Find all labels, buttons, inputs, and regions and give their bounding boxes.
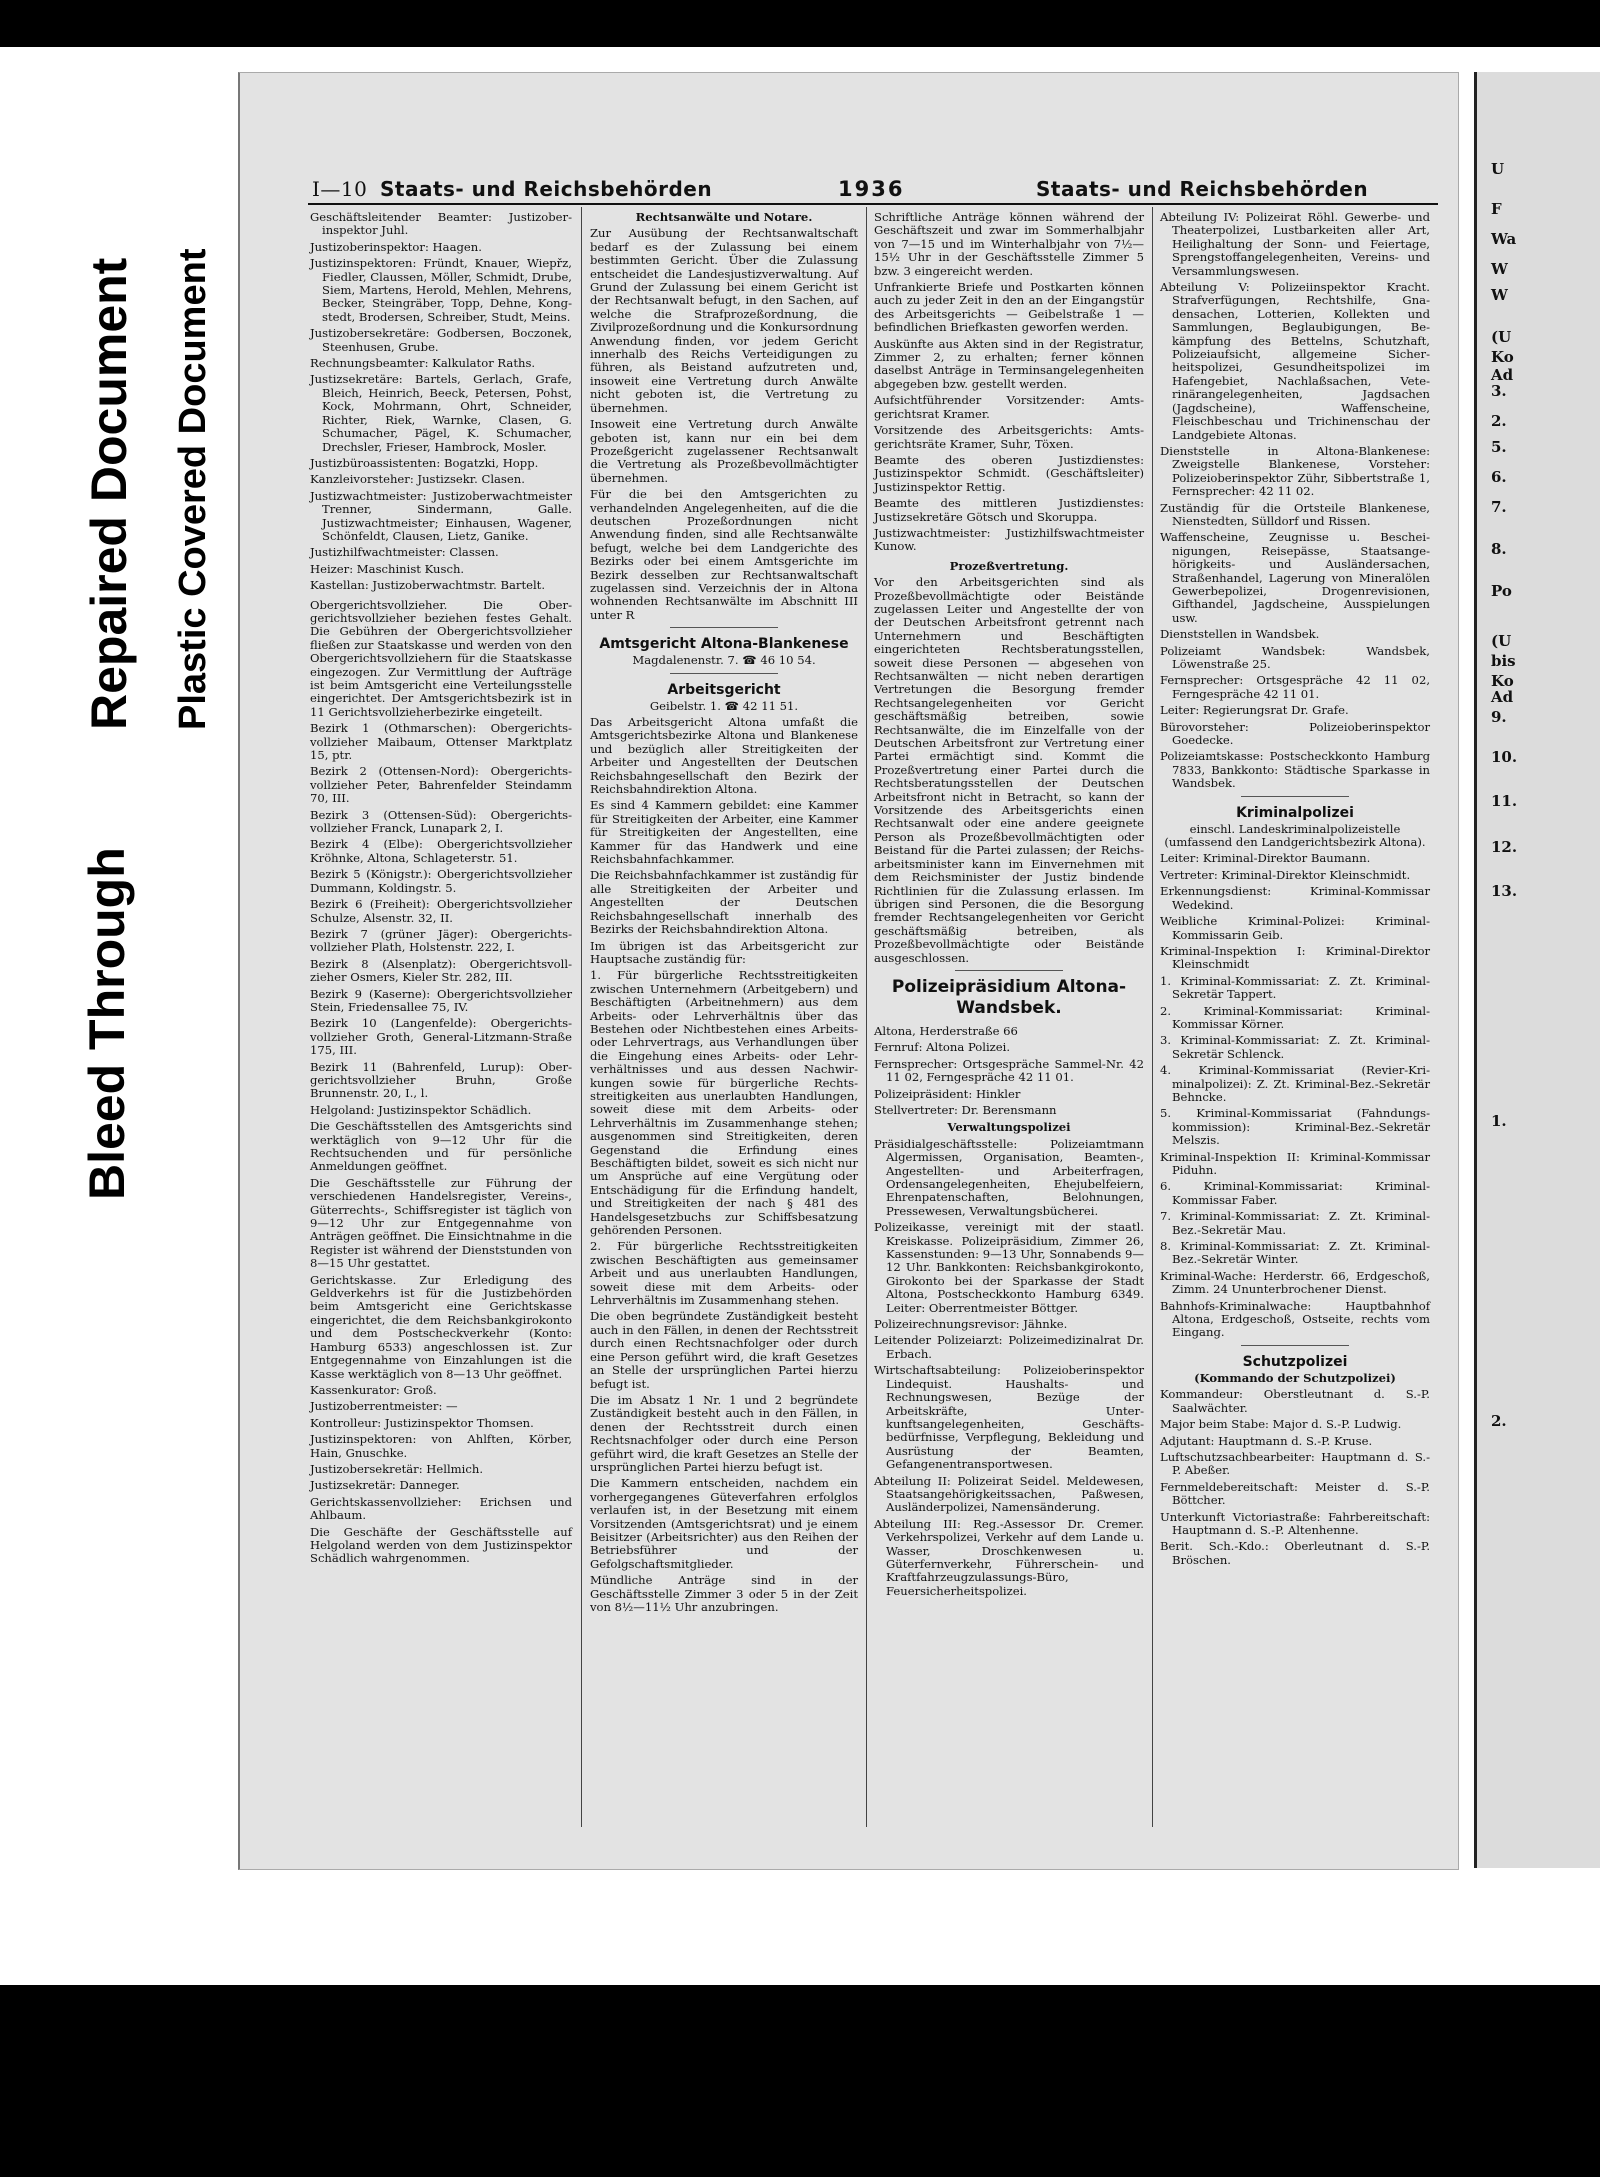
header-right-title: Staats- und Reichsbehörden [1036, 177, 1369, 201]
amtsgericht-title: Amtsgericht Altona-Blankenese [599, 636, 849, 653]
department-entry: Präsidialgeschäftsstelle: Polizeiamtmann Algermissen, Organisation, Beamten-, Angestellten- und Arbeiterfragen, Ordensangelegenheiten, Ehejubelfeiern, Ehrenpatenschaften, Belohnungen, Pressewesen, Verwaltungsbücherei. [874, 1136, 1144, 1218]
paragraph: 1. Für bürgerliche Rechtsstreitigkeiten zwischen Unternehmern (Arbeitgebern) und Beschäftigten (Arbeitnehmern) aus dem Arbeits- oder Lehrverhältnis über das Bestehen oder Nichtbestehen eines Arbeits- oder Lehrvertrags, aus Verhandlungen über die Eingehung eines Arbeits- oder Lehrverhältnisses und aus dessen Nachwirkungen sowie für bürgerliche Rechtsstreitigkeiten aus unerlaubten Handlungen, soweit diese mit dem Arbeits- oder Lehrverhältnis im Zusammenhange stehen; ausgenommen sind Streitigkeiten, deren Gegenstand die Erfindung eines Beschäftigten bildet, soweit es sich nicht nur um Ansprüche auf eine Vergütung oder Entschädigung für die Erfindung handelt, und Streitigkeiten der nach § 481 des Handelsgesetzbuchs zur Schiffsbesatzung gehörenden Personen. [590, 968, 858, 1238]
rechtsanwaelte-text [590, 227, 858, 622]
header-rule [308, 203, 1438, 205]
abteilungen-list [1160, 211, 1430, 791]
paragraph: Die oben begründete Zuständigkeit besteht auch in den Fällen, in denen der Rechtsstreit durch einen Rechtsnachfolger oder durch eine Person geführt wird, die kraft Gesetzes an Stelle der ursprünglichen Partei hierzu befugt ist. [590, 1309, 858, 1391]
paragraph: Justizwachtmeister: Justizhilfswachtmeister Kunow. [874, 525, 1144, 554]
edge-fragment: 8. [1491, 540, 1507, 558]
paragraph: Die im Absatz 1 Nr. 1 und 2 begründete Zuständigkeit besteht auch in den Fällen, in denen der Rechtsstreit durch einen Rechtsnachfolger oder durch eine Person geführt wird, die kraft Gesetzes an Stelle der ursprünglichen Partei hierzu befugt ist. [590, 1392, 858, 1474]
column-1 [310, 211, 572, 1901]
paragraph: Es sind 4 Kammern gebildet: eine Kammer für Streitigkeiten der Arbeiter, eine Kammer für Streitigkeiten der Angestellten, eine Kammer für das Handwerk und eine Reichsbahnfachkammer. [590, 798, 858, 867]
department-entry: Abteilung III: Reg.-Assessor Dr. Cremer. Verkehrspolizei, Verkehr auf dem Lande u. Wasser, Droschkenwesen u. Güterfernverkehr, Führerschein- und Kraftfahrzeugzulassungs-Büro, Feuersicherheitspolizei. [874, 1516, 1144, 1598]
paragraph: Im übrigen ist das Arbeitsgericht zur Hauptsache zuständig für: [590, 938, 858, 966]
kripo-entry: Weibliche Kriminal-Polizei: Kriminal-Kommissarin Geib. [1160, 914, 1430, 942]
edge-fragment: 1. [1491, 1112, 1507, 1130]
schutzpolizei-title: Schutzpolizei [1242, 1353, 1348, 1370]
edge-fragment: bis [1491, 652, 1516, 670]
edge-fragment: Po [1491, 582, 1512, 600]
divider [1241, 1345, 1349, 1346]
column-4 [1160, 211, 1430, 1901]
contact-line: Fernruf: Altona Polizei. [874, 1040, 1011, 1055]
kripo-entry: Kriminal-Inspektion II: Kriminal-Kommissar Piduhn. [1160, 1149, 1430, 1177]
kripo-entry: 1. Kriminal-Kommissariat: Z. Zt. Kriminal-Sekretär Tappert. [1160, 973, 1430, 1002]
paragraph: Bezirk 10 (Langenfelde): Obergerichtsvollzieher Groth, General-Litzmann-Straße 175, III. [310, 1016, 572, 1058]
kripo-entry: Kriminal-Wache: Herderstr. 66, Erdgeschoß, Zimm. 24 Ununterbrochener Dienst. [1160, 1268, 1430, 1297]
polizei-contact [874, 1025, 1144, 1117]
department-entry: Fernsprecher: Ortsgespräche 42 11 02, Ferngespräche 42 11 01. [1160, 673, 1430, 701]
schupo-entry: Fernmeldebereitschaft: Meister d. S.-P. Böttcher. [1160, 1479, 1430, 1508]
department-entry: Wirtschaftsabteilung: Polizeioberinspektor Lindequist. Haushalts- und Rechnungswesen, Bezüge der Arbeitskräfte, Unterkunftsangelegenheiten, Geschäftsbedürfnisse, Verpflegung, Bekleidung und Ausrüstung der Beamten, Gefangenentransportwesen. [874, 1363, 1144, 1472]
paragraph: Aufsichtführender Vorsitzender: Amtsgerichtsrat Kramer. [874, 393, 1144, 421]
label-plastic-covered: Plastic Covered Document [172, 248, 214, 730]
kripo-entry: 7. Kriminal-Kommissariat: Z. Zt. Kriminal-Bez.-Sekretär Mau. [1160, 1209, 1430, 1237]
paragraph: Gerichtskassenvollzieher: Erichsen und Ahlbaum. [310, 1494, 572, 1523]
divider [1241, 796, 1349, 797]
paragraph: Justizinspektoren: von Ahlften, Körber, Hain, Gnuschke. [310, 1432, 572, 1460]
edge-fragment: 2. [1491, 1412, 1507, 1430]
paragraph: Das Arbeitsgericht Altona umfaßt die Amtsgerichtsbezirke Altona und Blankenese und bezüglich aller Streitigkeiten der Arbeiter und Angestellten der Deutschen Reichsbahngesellschaft den Bezirk der Reichsbahndirektion Altona. [590, 715, 858, 797]
arbeitsgericht-address: Geibelstr. 1. ☎ 42 11 51. [649, 698, 799, 713]
paragraph: Bezirk 8 (Alsenplatz): Obergerichtsvollzieher Osmers, Kieler Str. 282, III. [310, 956, 572, 985]
column-divider [581, 207, 582, 1827]
staff-entry: Justizoberinspektor: Haagen. [310, 239, 482, 254]
divider [670, 627, 777, 628]
schupo-entry: Adjutant: Hauptmann d. S.-P. Kruse. [1160, 1433, 1373, 1448]
kriminalpolizei-title: Kriminalpolizei [1236, 804, 1354, 821]
paragraph: Die Kammern entscheiden, nachdem ein vorhergegangenes Güteverfahren erfolglos verlaufen ist, in der Besetzung mit einem Vorsitzenden (Amtsgerichtsrat) und je einem Beisitzer (Arbeitsrichter) aus den Reihen der Betriebsführer und der Gefolgschaftsmitglieder. [590, 1476, 858, 1571]
paragraph: Unfrankierte Briefe und Postkarten können auch zu jeder Zeit in den an der Eingangstür des Arbeitsgerichts — Geibelstraße 1 — befindlichen Briefkasten geworfen werden. [874, 280, 1144, 335]
page-number: I—10 [312, 177, 368, 201]
edge-fragment: 13. [1491, 882, 1518, 900]
verwaltungspolizei-title: Verwaltungspolizei [947, 1120, 1071, 1135]
edge-fragment: Ko [1491, 672, 1514, 690]
paragraph: Obergerichtsvollzieher. Die Obergerichtsvollzieher beziehen festes Gehalt. Die Gebühren der Obergerichtsvollzieher fließen zur Staatskasse und werden von den Obergerichtsvollziehern für die Staatskasse eingezogen. Zur Vermittlung der Aufträge ist beim Amtsgericht eine Verteilungsstelle eingerichtet. Der Amtsgerichtsbezirk ist in 11 Gerichtsvollzieherbezirke eingeteilt. [310, 597, 572, 719]
adjacent-page-edge [1474, 72, 1600, 1868]
paragraph: Justizoberrentmeister: — [310, 1399, 458, 1414]
edge-fragment: 6. [1491, 468, 1507, 486]
kripo-entry: Kriminal-Inspektion I: Kriminal-Direktor Kleinschmidt [1160, 943, 1430, 972]
paragraph: 2. Für bürgerliche Rechtsstreitigkeiten zwischen Beschäftigten aus gemeinsamer Arbeit und aus unerlaubten Handlungen, soweit diese mit dem Arbeits- oder Lehrverhältnis im Zusammenhang stehen. [590, 1239, 858, 1308]
department-entry: Leitender Polizeiarzt: Polizeimedizinalrat Dr. Erbach. [874, 1333, 1144, 1361]
paragraph: Die Reichsbahnfachkammer ist zuständig für alle Streitigkeiten der Arbeiter und Angestellten der Deutschen Reichsbahngesellschaft innerhalb des Bezirks der Reichsbahndirektion Altona. [590, 868, 858, 937]
paragraph: Kassenkurator: Groß. [310, 1382, 437, 1397]
section-title-rechtsanwaelte: Rechtsanwälte und Notare. [635, 210, 813, 224]
gerichtsvollzieher-section [310, 599, 572, 1566]
paragraph: Justizsekretär: Danneger. [310, 1478, 460, 1493]
edge-fragment: W [1491, 260, 1508, 278]
paragraph: Insoweit eine Vertretung durch Anwälte geboten ist, kann nur ein bei dem Prozeßgericht zugelassener Rechtsanwalt die Vertretung als Prozeßbevollmächtigter übernehmen. [590, 417, 858, 485]
verwaltungspolizei-list [874, 1138, 1144, 1598]
arbeitsgericht-continued [874, 211, 1144, 554]
department-entry: Abteilung V: Polizeiinspektor Kracht. Strafverfügungen, Rechtshilfe, Gnadensachen, Lotterien, Kollekten und Sammlungen, Beglaubigungen, Bekämpfung des Bettelns, Schutzhaft, Polizeiaufsicht, allgemeine Sicherheitspolizei, Gesundheitspolizei im Hafengebiet, Nachlaßsachen, Veterinärangelegenheiten, Jagdsachen (Jagdscheine), Waffenscheine, Fleischbeschau und Trichinenschau der Landgebiete Altonas. [1160, 280, 1430, 442]
kripo-entry: 4. Kriminal-Kommissariat (Revier-Kriminalpolizei): Z. Zt. Kriminal-Bez.-Sekretär Behncke. [1160, 1063, 1430, 1104]
department-entry: Abteilung IV: Polizeirat Röhl. Gewerbe- und Theaterpolizei, Lustbarkeiten aller Art, Heilighaltung der Sonn- und Feiertage, Sprengstoffangelegenheiten, Vereins- und Versammlungswesen. [1160, 210, 1430, 278]
kripo-entry: 2. Kriminal-Kommissariat: Kriminal-Kommissar Körner. [1160, 1003, 1430, 1031]
staff-entry: Justizinspektoren: Fründt, Knauer, Wiepřz, Fiedler, Claussen, Möller, Schmidt, Drube, Siem, Martens, Herold, Mehlen, Mehrens, Becker, Steingräber, Topp, Dehne, Kongstedt, Brodersen, Schreiber, Studt, Meins. [310, 256, 572, 324]
schupo-entry: Kommandeur: Oberstleutnant d. S.-P. Saalwächter. [1160, 1387, 1430, 1415]
department-entry: Polizeirechnungsrevisor: Jähnke. [874, 1317, 1068, 1332]
edge-fragment: Ad [1491, 688, 1514, 706]
top-black-border [0, 0, 1600, 47]
paragraph: Bezirk 1 (Othmarschen): Obergerichtsvollzieher Maibaum, Ottenser Marktplatz 15, ptr. [310, 721, 572, 763]
staff-entry: Justizbüroassistenten: Bogatzki, Hopp. [310, 455, 539, 470]
paragraph: Gerichtskasse. Zur Erledigung des Geldverkehrs ist für die Justizbehörden beim Amtsgericht eine Gerichtskasse eingerichtet, die dem Reichsbankgirokonto und dem Postscheckverkehr (Konto: Hamburg 6533) angeschlossen ist. Zur Entgegennahme von Einzahlungen ist die Kasse werktäglich von 8—13 Uhr geöffnet. [310, 1272, 572, 1381]
edge-fragment: 7. [1491, 498, 1507, 516]
edge-fragment: Ad [1491, 366, 1514, 384]
department-entry: Waffenscheine, Zeugnisse u. Bescheinigungen, Reisepässe, Staatsangehörigkeits- und Ausländersachen, Straßenhandel, Lagerung von Mineralölen Gewerbepolizei, Drogenrevisionen, Gifthandel, Jagdscheine, Ausspielungen usw. [1160, 530, 1430, 625]
department-entry: Polizeikasse, vereinigt mit der staatl. Kreiskasse. Polizeipräsidium, Zimmer 26, Kassenstunden: 9—13 Uhr, Sonnabends 9—12 Uhr. Bankkonten: Reichsbankgirokonto, Girokonto bei der Sparkasse der Stadt Altona, Postscheckkonto Hamburg 6349. Leiter: Oberrentmeister Böttger. [874, 1220, 1144, 1315]
paragraph: Die Geschäftsstellen des Amtsgerichts sind werktäglich von 9—12 Uhr für die Rechtsuchenden und für persönliche Anmeldungen geöffnet. [310, 1119, 572, 1174]
edge-fragment: 3. [1491, 382, 1507, 400]
department-entry: Zuständig für die Ortsteile Blankenese, Nienstedten, Sülldorf und Rissen. [1160, 500, 1430, 528]
kripo-entry: Leiter: Kriminal-Direktor Baumann. [1160, 851, 1371, 866]
contact-line: Stellvertreter: Dr. Berensmann [874, 1102, 1057, 1117]
paragraph: Bezirk 4 (Elbe): Obergerichtsvollzieher Kröhnke, Altona, Schlageterstr. 51. [310, 837, 572, 865]
column-2 [590, 211, 858, 1901]
department-entry: Dienststellen in Wandsbek. [1160, 627, 1320, 642]
scanned-page [238, 72, 1459, 1870]
edge-fragment: 12. [1491, 838, 1518, 856]
staff-entry: Geschäftsleitender Beamter: Justizoberinspektor Juhl. [310, 210, 572, 238]
paragraph: Bezirk 6 (Freiheit): Obergerichtsvollzieher Schulze, Alsenstr. 32, II. [310, 897, 572, 925]
polizeipraesidium-title: Polizeipräsidium Altona-Wandsbek. [891, 976, 1127, 1018]
paragraph: Mündliche Anträge sind in der Geschäftsstelle Zimmer 3 oder 5 in der Zeit von 8½—11½ Uhr anzubringen. [590, 1573, 858, 1614]
paragraph: Schriftliche Anträge können während der Geschäftszeit und zwar im Sommerhalbjahr von 7—15 und im Winterhalbjahr von 7½—15½ Uhr in der Geschäftsstelle Zimmer 5 bzw. 3 eingereicht werden. [874, 210, 1144, 278]
arbeitsgericht-title: Arbeitsgericht [667, 681, 781, 698]
paragraph: Die Geschäfte der Geschäftsstelle auf Helgoland werden von dem Justizinspektor Schädlich wahrgenommen. [310, 1524, 572, 1566]
edge-fragment: Wa [1491, 230, 1517, 248]
paragraph: Bezirk 9 (Kaserne): Obergerichtsvollzieher Stein, Friedensallee 75, IV. [310, 986, 572, 1014]
paragraph: Bezirk 5 (Königstr.): Obergerichtsvollzieher Dummann, Koldingstr. 5. [310, 867, 572, 895]
paragraph: Bezirk 2 (Ottensen-Nord): Obergerichtsvollzieher Peter, Bahrenfelder Steindamm 70, III. [310, 764, 572, 806]
divider [670, 673, 777, 674]
divider [955, 970, 1063, 971]
schupo-entry: Luftschutzsachbearbeiter: Hauptmann d. S.-P. Abeßer. [1160, 1449, 1430, 1478]
paragraph: Justizobersekretär: Hellmich. [310, 1461, 484, 1476]
staff-entry: Heizer: Maschinist Kusch. [310, 561, 465, 576]
contact-line: Altona, Herderstraße 66 [874, 1023, 1018, 1038]
staff-entry: Kastellan: Justizoberwachtmstr. Bartelt. [310, 578, 546, 593]
paragraph: Für die bei den Amtsgerichten zu verhandelnden Angelegenheiten, auf die die deutschen Prozeßordnungen nicht Anwendung finden, sind alle Rechtsanwälte befugt, welche bei dem Landgerichte des Bezirks oder bei einem Amtsgerichte im Bezirk desselben zur Rechtsanwaltschaft zugelassen sind. Verzeichnis der in Altona wohnenden Rechtsanwälte im Abschnitt III unter R [590, 487, 858, 622]
schutzpolizei-list [1160, 1388, 1430, 1567]
edge-fragment: (U [1491, 328, 1512, 346]
staff-entry: Justizhilfwachtmeister: Classen. [310, 545, 499, 560]
header-year: 1936 [838, 177, 905, 201]
edge-fragment: W [1491, 286, 1508, 304]
staff-entry: Rechnungsbeamter: Kalkulator Raths. [310, 356, 536, 371]
edge-fragment: U [1491, 160, 1505, 178]
header-left-title: Staats- und Reichsbehörden [380, 177, 713, 201]
paragraph: Bezirk 11 (Bahrenfeld, Lurup): Obergerichtsvollzieher Bruhn, Große Brunnenstr. 20, I., l. [310, 1059, 572, 1101]
kripo-entry: 8. Kriminal-Kommissariat: Z. Zt. Kriminal-Bez.-Sekretär Winter. [1160, 1239, 1430, 1267]
paragraph: Beamte des oberen Justizdienstes: Justizinspektor Schmidt. (Geschäftsleiter) Justizinspektor Rettig. [874, 452, 1144, 494]
department-entry: Abteilung II: Polizeirat Seidel. Meldewesen, Staatsangehörigkeitssachen, Paßwesen, Ausländerpolizei, Namensänderung. [874, 1473, 1144, 1515]
paragraph: Helgoland: Justizinspektor Schädlich. [310, 1102, 532, 1117]
amtsgericht-address: Magdalenenstr. 7. ☎ 46 10 54. [632, 653, 816, 668]
department-entry: Polizeiamtskasse: Postscheckkonto Hamburg 7833, Bankkonto: Städtische Sparkasse in Wandsbek. [1160, 749, 1430, 791]
paragraph: Beamte des mittleren Justizdienstes: Justizsekretäre Götsch und Skoruppa. [874, 496, 1144, 524]
kripo-entry: Vertreter: Kriminal-Direktor Kleinschmidt. [1160, 867, 1411, 882]
prozessvertretung-title: Prozeßvertretung. [949, 558, 1069, 573]
schupo-entry: Major beim Stabe: Major d. S.-P. Ludwig. [1160, 1417, 1402, 1432]
kripo-entry: 5. Kriminal-Kommissariat (Fahndungskommission): Kriminal-Bez.-Sekretär Melszis. [1160, 1106, 1430, 1148]
column-3 [874, 211, 1144, 1901]
kripo-entry: Bahnhofs-Kriminalwache: Hauptbahnhof Altona, Erdgeschoß, Ostseite, rechts vom Eingang. [1160, 1298, 1430, 1340]
contact-line: Fernsprecher: Ortsgespräche Sammel-Nr. 42 11 02, Ferngespräche 42 11 01. [874, 1056, 1144, 1085]
kripo-entry: 3. Kriminal-Kommissariat: Z. Zt. Kriminal-Sekretär Schlenck. [1160, 1033, 1430, 1061]
schupo-entry: Berit. Sch.-Kdo.: Oberleutnant d. S.-P. Bröschen. [1160, 1539, 1430, 1567]
edge-fragment: (U [1491, 632, 1512, 650]
edge-fragment: 5. [1491, 438, 1507, 456]
department-entry: Polizeiamt Wandsbek: Wandsbek, Löwenstraße 25. [1160, 643, 1430, 671]
staff-entry: Justizsekretäre: Bartels, Gerlach, Grafe, Bleich, Heinrich, Beeck, Petersen, Pohst, Kock, Mohrmann, Ohrt, Schneider, Richter, Riek, Warnke, Clasen, G. Schumacher, Pägel, K. Schumacher, Drechsler, Frieser, Hambrock, Mosler. [310, 372, 572, 454]
kriminalpolizei-subtitle: einschl. Landeskriminalpolizeistelle (umfassend den Landgerichtsbezirk Altona). [1164, 821, 1426, 850]
edge-fragment: F [1491, 200, 1502, 218]
department-entry: Dienststelle in Altona-Blankenese: Zweigstelle Blankenese, Vorsteher: Polizeioberinspektor Zühr, Sibbertstraße 1, Fernsprecher: 42 11 02. [1160, 443, 1430, 499]
column-divider [1152, 207, 1153, 1827]
paragraph: Bezirk 7 (grüner Jäger): Obergerichtsvollzieher Plath, Holstenstr. 222, I. [310, 926, 572, 955]
label-repaired-document: Repaired Document [81, 257, 137, 730]
edge-fragment: Ko [1491, 348, 1514, 366]
paragraph: Auskünfte aus Akten sind in der Registratur, Zimmer 2, zu erhalten; ferner können daselbst Anträge in Terminsangelegenheiten abgegeben bzw. gestellt werden. [874, 336, 1144, 391]
edge-fragment: 9. [1491, 708, 1507, 726]
paragraph: Kontrolleur: Justizinspektor Thomsen. [310, 1415, 534, 1430]
staff-list [310, 211, 572, 593]
edge-fragment: 10. [1491, 748, 1518, 766]
department-entry: Bürovorsteher: Polizeioberinspektor Goedecke. [1160, 719, 1430, 748]
paragraph: Zur Ausübung der Rechtsanwaltschaft bedarf es der Zulassung bei einem bestimmten Gericht. Über die Zulassung entscheidet die Landesjustizverwaltung. Auf Grund der Zulassung bei einem Gericht ist der Rechtsanwalt befugt, in den Sachen, auf welche die Strafprozeßordnung, die Zivilprozeßordnung und die Konkursordnung Anwendung finden, vor jedem Gericht innerhalb des Reichs Verteidigungen zu führen, als Beistand aufzutreten und, insoweit eine Vertretung durch Anwälte nicht geboten ist, die Vertretung zu übernehmen. [590, 226, 858, 415]
department-entry: Leiter: Regierungsrat Dr. Grafe. [1160, 703, 1349, 718]
staff-entry: Justizwachtmeister: Justizoberwachtmeister Trenner, Sindermann, Galle. Justizwachtmeister; Einhausen, Wagener, Schönfeldt, Clausen, Lietz, Ganike. [310, 488, 572, 543]
label-bleed-through: Bleed Through [79, 847, 135, 1200]
bottom-black-border [0, 1985, 1600, 2177]
edge-fragment: 11. [1491, 792, 1518, 810]
kriminalpolizei-list [1160, 852, 1430, 1339]
staff-entry: Justizobersekretäre: Godbersen, Boczonek, Steenhusen, Grube. [310, 326, 572, 354]
prozessvertretung-text: Vor den Arbeitsgerichten sind als Prozeßbevollmächtigte oder Beistände zugelassen Leiter und Angestellte der von der Deutschen Arbeitsfront getrennt nach Unternehmern und Beschäftigten eingerichteten Rechtsberatungsstellen, soweit diese Personen — abgesehen von Rechtsanwälten — nicht neben derartigen Vertretungen die Besorgung fremder Rechtsangelegenheiten vor Gericht geschäftsmäßig betreiben, sowie Rechtsanwälte, die im Einzelfalle von der Deutschen Arbeitsfront zur Vertretung einer Partei ermächtigt sind. Kommt die Prozeßvertretung einer Partei durch die Rechtsberatungsstellen der Deutschen Arbeitsfront nicht in Betracht, so kann der Vorsitzende des Arbeitsgerichts einen Rechtsanwalt oder eine andere geeignete Person als Prozeßbevollmächtigten oder Beistand für die Partei zulassen; der Reichsarbeitsminister kann im Einvernehmen mit dem Reichsminister der Justiz bindende Richtlinien für die Zulassung erlassen. Im übrigen sind Personen, die die Besorgung fremder Rechtsangelegenheiten vor Gericht geschäftsmäßig betreiben, als Prozeßbevollmächtigte oder Beistände ausgeschlossen. [874, 575, 1144, 965]
arbeitsgericht-text [590, 716, 858, 1614]
staff-entry: Kanzleivorsteher: Justizsekr. Clasen. [310, 472, 525, 487]
schupo-entry: Unterkunft Victoriastraße: Fahrbereitschaft: Hauptmann d. S.-P. Altenhenne. [1160, 1509, 1430, 1537]
kripo-entry: Erkennungsdienst: Kriminal-Kommissar Wedekind. [1160, 884, 1430, 912]
paragraph: Die Geschäftsstelle zur Führung der verschiedenen Handelsregister, Vereins-, Güterrechts-, Schiffsregister ist täglich von 9—12 Uhr zur Entgegennahme von Anträgen geöffnet. Die Einsichtnahme in die Register ist während der Dienststunden von 8—15 Uhr gestattet. [310, 1175, 572, 1271]
contact-line: Polizeipräsident: Hinkler [874, 1086, 1021, 1101]
paragraph: Vorsitzende des Arbeitsgerichts: Amtsgerichtsräte Kramer, Suhr, Töxen. [874, 423, 1144, 451]
schutzpolizei-subtitle: (Kommando der Schutzpolizei) [1194, 1370, 1396, 1385]
column-divider [866, 207, 867, 1827]
kripo-entry: 6. Kriminal-Kommissariat: Kriminal-Kommissar Faber. [1160, 1179, 1430, 1207]
edge-fragment: 2. [1491, 412, 1507, 430]
paragraph: Bezirk 3 (Ottensen-Süd): Obergerichtsvollzieher Franck, Lunapark 2, I. [310, 807, 572, 836]
